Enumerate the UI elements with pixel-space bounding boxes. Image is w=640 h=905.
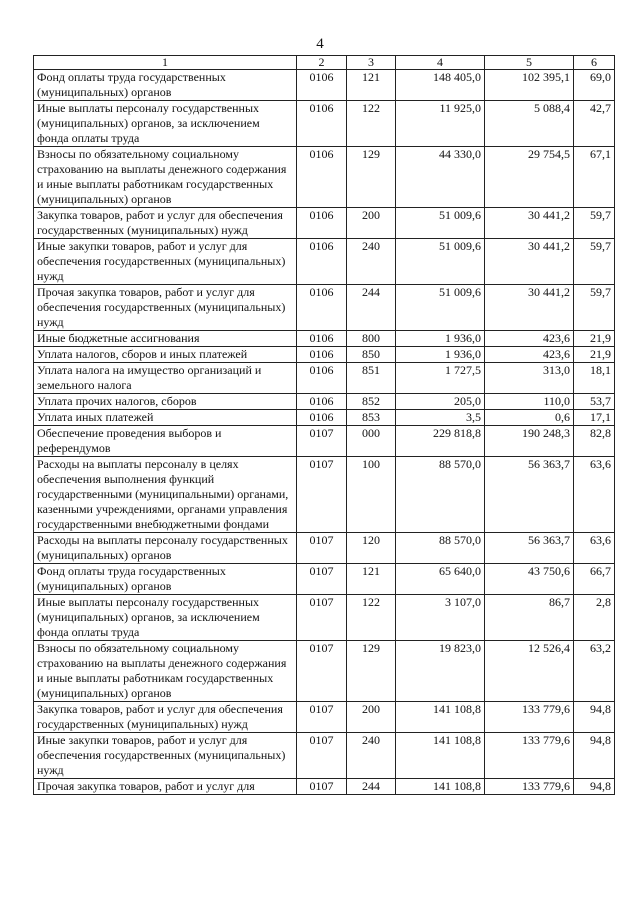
row-actual-amount-cell: 30 441,2 xyxy=(485,285,574,331)
page-number: 4 xyxy=(316,36,324,52)
row-expense-type-cell: 851 xyxy=(347,363,396,394)
row-expense-type-cell: 121 xyxy=(347,70,396,101)
row-plan-amount-cell: 51 009,6 xyxy=(396,285,485,331)
row-percent-cell: 66,7 xyxy=(574,564,615,595)
row-percent-cell: 63,6 xyxy=(574,533,615,564)
budget-table xyxy=(33,55,615,795)
row-plan-amount-cell: 1 936,0 xyxy=(396,331,485,347)
row-percent-cell: 94,8 xyxy=(574,733,615,779)
row-percent-cell: 59,7 xyxy=(574,208,615,239)
table-row xyxy=(34,426,615,457)
row-plan-amount-cell: 88 570,0 xyxy=(396,457,485,533)
row-actual-amount-cell: 5 088,4 xyxy=(485,101,574,147)
row-name-cell: Иные закупки товаров, работ и услуг для обеспечения государственных (муниципальных) нужд xyxy=(34,239,297,285)
row-section-code-cell: 0106 xyxy=(297,70,347,101)
row-percent-cell: 21,9 xyxy=(574,331,615,347)
row-percent-cell: 42,7 xyxy=(574,101,615,147)
row-actual-amount-cell: 0,6 xyxy=(485,410,574,426)
row-actual-amount-cell: 86,7 xyxy=(485,595,574,641)
table-row xyxy=(34,208,615,239)
row-name-cell: Фонд оплаты труда государственных (муниципальных) органов xyxy=(34,70,297,101)
row-section-code-cell: 0107 xyxy=(297,426,347,457)
row-section-code-cell: 0106 xyxy=(297,208,347,239)
row-name-cell: Иные закупки товаров, работ и услуг для обеспечения государственных (муниципальных) нужд xyxy=(34,733,297,779)
row-name-cell: Расходы на выплаты персоналу государственных (муниципальных) органов xyxy=(34,533,297,564)
row-expense-type-cell: 120 xyxy=(347,533,396,564)
row-section-code-cell: 0107 xyxy=(297,733,347,779)
row-percent-cell: 69,0 xyxy=(574,70,615,101)
table-row xyxy=(34,733,615,779)
row-name-cell: Иные бюджетные ассигнования xyxy=(34,331,297,347)
row-name-cell: Уплата налога на имущество организаций и земельного налога xyxy=(34,363,297,394)
row-actual-amount-cell: 133 779,6 xyxy=(485,702,574,733)
row-percent-cell: 67,1 xyxy=(574,147,615,208)
row-plan-amount-cell: 44 330,0 xyxy=(396,147,485,208)
row-actual-amount-cell: 12 526,4 xyxy=(485,641,574,702)
row-actual-amount-cell: 133 779,6 xyxy=(485,733,574,779)
row-expense-type-cell: 122 xyxy=(347,595,396,641)
table-body xyxy=(34,70,615,795)
row-actual-amount-cell: 56 363,7 xyxy=(485,533,574,564)
row-expense-type-cell: 100 xyxy=(347,457,396,533)
row-expense-type-cell: 200 xyxy=(347,208,396,239)
row-section-code-cell: 0106 xyxy=(297,285,347,331)
row-section-code-cell: 0107 xyxy=(297,595,347,641)
row-name-cell: Иные выплаты персоналу государственных (муниципальных) органов, за исключением фонда оплаты труда xyxy=(34,101,297,147)
row-actual-amount-cell: 29 754,5 xyxy=(485,147,574,208)
row-section-code-cell: 0106 xyxy=(297,101,347,147)
row-plan-amount-cell: 11 925,0 xyxy=(396,101,485,147)
row-name-cell: Уплата иных платежей xyxy=(34,410,297,426)
row-percent-cell: 63,6 xyxy=(574,457,615,533)
row-expense-type-cell: 129 xyxy=(347,147,396,208)
row-section-code-cell: 0107 xyxy=(297,779,347,795)
table-row xyxy=(34,331,615,347)
row-plan-amount-cell: 229 818,8 xyxy=(396,426,485,457)
header-cell: 3 xyxy=(347,56,396,70)
row-name-cell: Уплата налогов, сборов и иных платежей xyxy=(34,347,297,363)
header-cell: 6 xyxy=(574,56,615,70)
row-expense-type-cell: 240 xyxy=(347,239,396,285)
row-section-code-cell: 0106 xyxy=(297,147,347,208)
row-expense-type-cell: 850 xyxy=(347,347,396,363)
row-section-code-cell: 0107 xyxy=(297,533,347,564)
row-percent-cell: 17,1 xyxy=(574,410,615,426)
row-percent-cell: 94,8 xyxy=(574,702,615,733)
row-plan-amount-cell: 141 108,8 xyxy=(396,779,485,795)
row-section-code-cell: 0106 xyxy=(297,331,347,347)
row-plan-amount-cell: 141 108,8 xyxy=(396,733,485,779)
row-name-cell: Расходы на выплаты персоналу в целях обеспечения выполнения функций государственными (муниципальными) органами, казенными учреждениями, органами управления государственными внебюджетными фондами xyxy=(34,457,297,533)
row-actual-amount-cell: 102 395,1 xyxy=(485,70,574,101)
row-expense-type-cell: 852 xyxy=(347,394,396,410)
table-row xyxy=(34,101,615,147)
row-percent-cell: 63,2 xyxy=(574,641,615,702)
row-actual-amount-cell: 313,0 xyxy=(485,363,574,394)
row-actual-amount-cell: 423,6 xyxy=(485,347,574,363)
row-name-cell: Обеспечение проведения выборов и референдумов xyxy=(34,426,297,457)
row-expense-type-cell: 244 xyxy=(347,779,396,795)
row-plan-amount-cell: 88 570,0 xyxy=(396,533,485,564)
row-expense-type-cell: 122 xyxy=(347,101,396,147)
row-percent-cell: 21,9 xyxy=(574,347,615,363)
table-row xyxy=(34,239,615,285)
table-row xyxy=(34,70,615,101)
row-percent-cell: 18,1 xyxy=(574,363,615,394)
row-actual-amount-cell: 133 779,6 xyxy=(485,779,574,795)
row-plan-amount-cell: 1 936,0 xyxy=(396,347,485,363)
row-name-cell: Закупка товаров, работ и услуг для обеспечения государственных (муниципальных) нужд xyxy=(34,702,297,733)
row-plan-amount-cell: 51 009,6 xyxy=(396,208,485,239)
row-name-cell: Закупка товаров, работ и услуг для обеспечения государственных (муниципальных) нужд xyxy=(34,208,297,239)
header-cell: 2 xyxy=(297,56,347,70)
row-name-cell: Взносы по обязательному социальному страхованию на выплаты денежного содержания и иные выплаты работникам государственных (муниципальных) органов xyxy=(34,147,297,208)
row-expense-type-cell: 121 xyxy=(347,564,396,595)
row-plan-amount-cell: 1 727,5 xyxy=(396,363,485,394)
row-plan-amount-cell: 148 405,0 xyxy=(396,70,485,101)
row-name-cell: Прочая закупка товаров, работ и услуг для обеспечения государственных (муниципальных) нужд xyxy=(34,285,297,331)
table-row xyxy=(34,394,615,410)
table-row xyxy=(34,285,615,331)
row-actual-amount-cell: 30 441,2 xyxy=(485,208,574,239)
table-row xyxy=(34,533,615,564)
row-actual-amount-cell: 110,0 xyxy=(485,394,574,410)
row-expense-type-cell: 129 xyxy=(347,641,396,702)
table-row xyxy=(34,564,615,595)
table-row xyxy=(34,347,615,363)
row-name-cell: Прочая закупка товаров, работ и услуг для xyxy=(34,779,297,795)
row-percent-cell: 59,7 xyxy=(574,285,615,331)
row-plan-amount-cell: 3,5 xyxy=(396,410,485,426)
row-section-code-cell: 0106 xyxy=(297,363,347,394)
row-section-code-cell: 0106 xyxy=(297,239,347,285)
row-percent-cell: 94,8 xyxy=(574,779,615,795)
row-section-code-cell: 0106 xyxy=(297,410,347,426)
row-plan-amount-cell: 141 108,8 xyxy=(396,702,485,733)
row-expense-type-cell: 244 xyxy=(347,285,396,331)
row-section-code-cell: 0106 xyxy=(297,394,347,410)
row-plan-amount-cell: 65 640,0 xyxy=(396,564,485,595)
row-actual-amount-cell: 423,6 xyxy=(485,331,574,347)
row-actual-amount-cell: 56 363,7 xyxy=(485,457,574,533)
table-header-row xyxy=(34,56,615,70)
row-plan-amount-cell: 51 009,6 xyxy=(396,239,485,285)
table-row xyxy=(34,410,615,426)
table-row xyxy=(34,702,615,733)
row-actual-amount-cell: 43 750,6 xyxy=(485,564,574,595)
row-expense-type-cell: 853 xyxy=(347,410,396,426)
row-plan-amount-cell: 3 107,0 xyxy=(396,595,485,641)
row-plan-amount-cell: 205,0 xyxy=(396,394,485,410)
row-section-code-cell: 0107 xyxy=(297,702,347,733)
table-row xyxy=(34,363,615,394)
row-expense-type-cell: 240 xyxy=(347,733,396,779)
header-cell: 1 xyxy=(34,56,297,70)
row-section-code-cell: 0107 xyxy=(297,564,347,595)
row-percent-cell: 53,7 xyxy=(574,394,615,410)
row-name-cell: Иные выплаты персоналу государственных (муниципальных) органов, за исключением фонда оплаты труда xyxy=(34,595,297,641)
row-expense-type-cell: 800 xyxy=(347,331,396,347)
header-cell: 4 xyxy=(396,56,485,70)
row-section-code-cell: 0106 xyxy=(297,347,347,363)
row-actual-amount-cell: 190 248,3 xyxy=(485,426,574,457)
table-row xyxy=(34,595,615,641)
row-plan-amount-cell: 19 823,0 xyxy=(396,641,485,702)
row-expense-type-cell: 200 xyxy=(347,702,396,733)
row-section-code-cell: 0107 xyxy=(297,457,347,533)
row-percent-cell: 2,8 xyxy=(574,595,615,641)
row-name-cell: Уплата прочих налогов, сборов xyxy=(34,394,297,410)
row-percent-cell: 59,7 xyxy=(574,239,615,285)
row-expense-type-cell: 000 xyxy=(347,426,396,457)
row-actual-amount-cell: 30 441,2 xyxy=(485,239,574,285)
row-name-cell: Взносы по обязательному социальному страхованию на выплаты денежного содержания и иные выплаты работникам государственных (муниципальных) органов xyxy=(34,641,297,702)
row-name-cell: Фонд оплаты труда государственных (муниципальных) органов xyxy=(34,564,297,595)
table-row xyxy=(34,779,615,795)
table-row xyxy=(34,147,615,208)
table-row xyxy=(34,457,615,533)
row-section-code-cell: 0107 xyxy=(297,641,347,702)
row-percent-cell: 82,8 xyxy=(574,426,615,457)
header-cell: 5 xyxy=(485,56,574,70)
table-row xyxy=(34,641,615,702)
